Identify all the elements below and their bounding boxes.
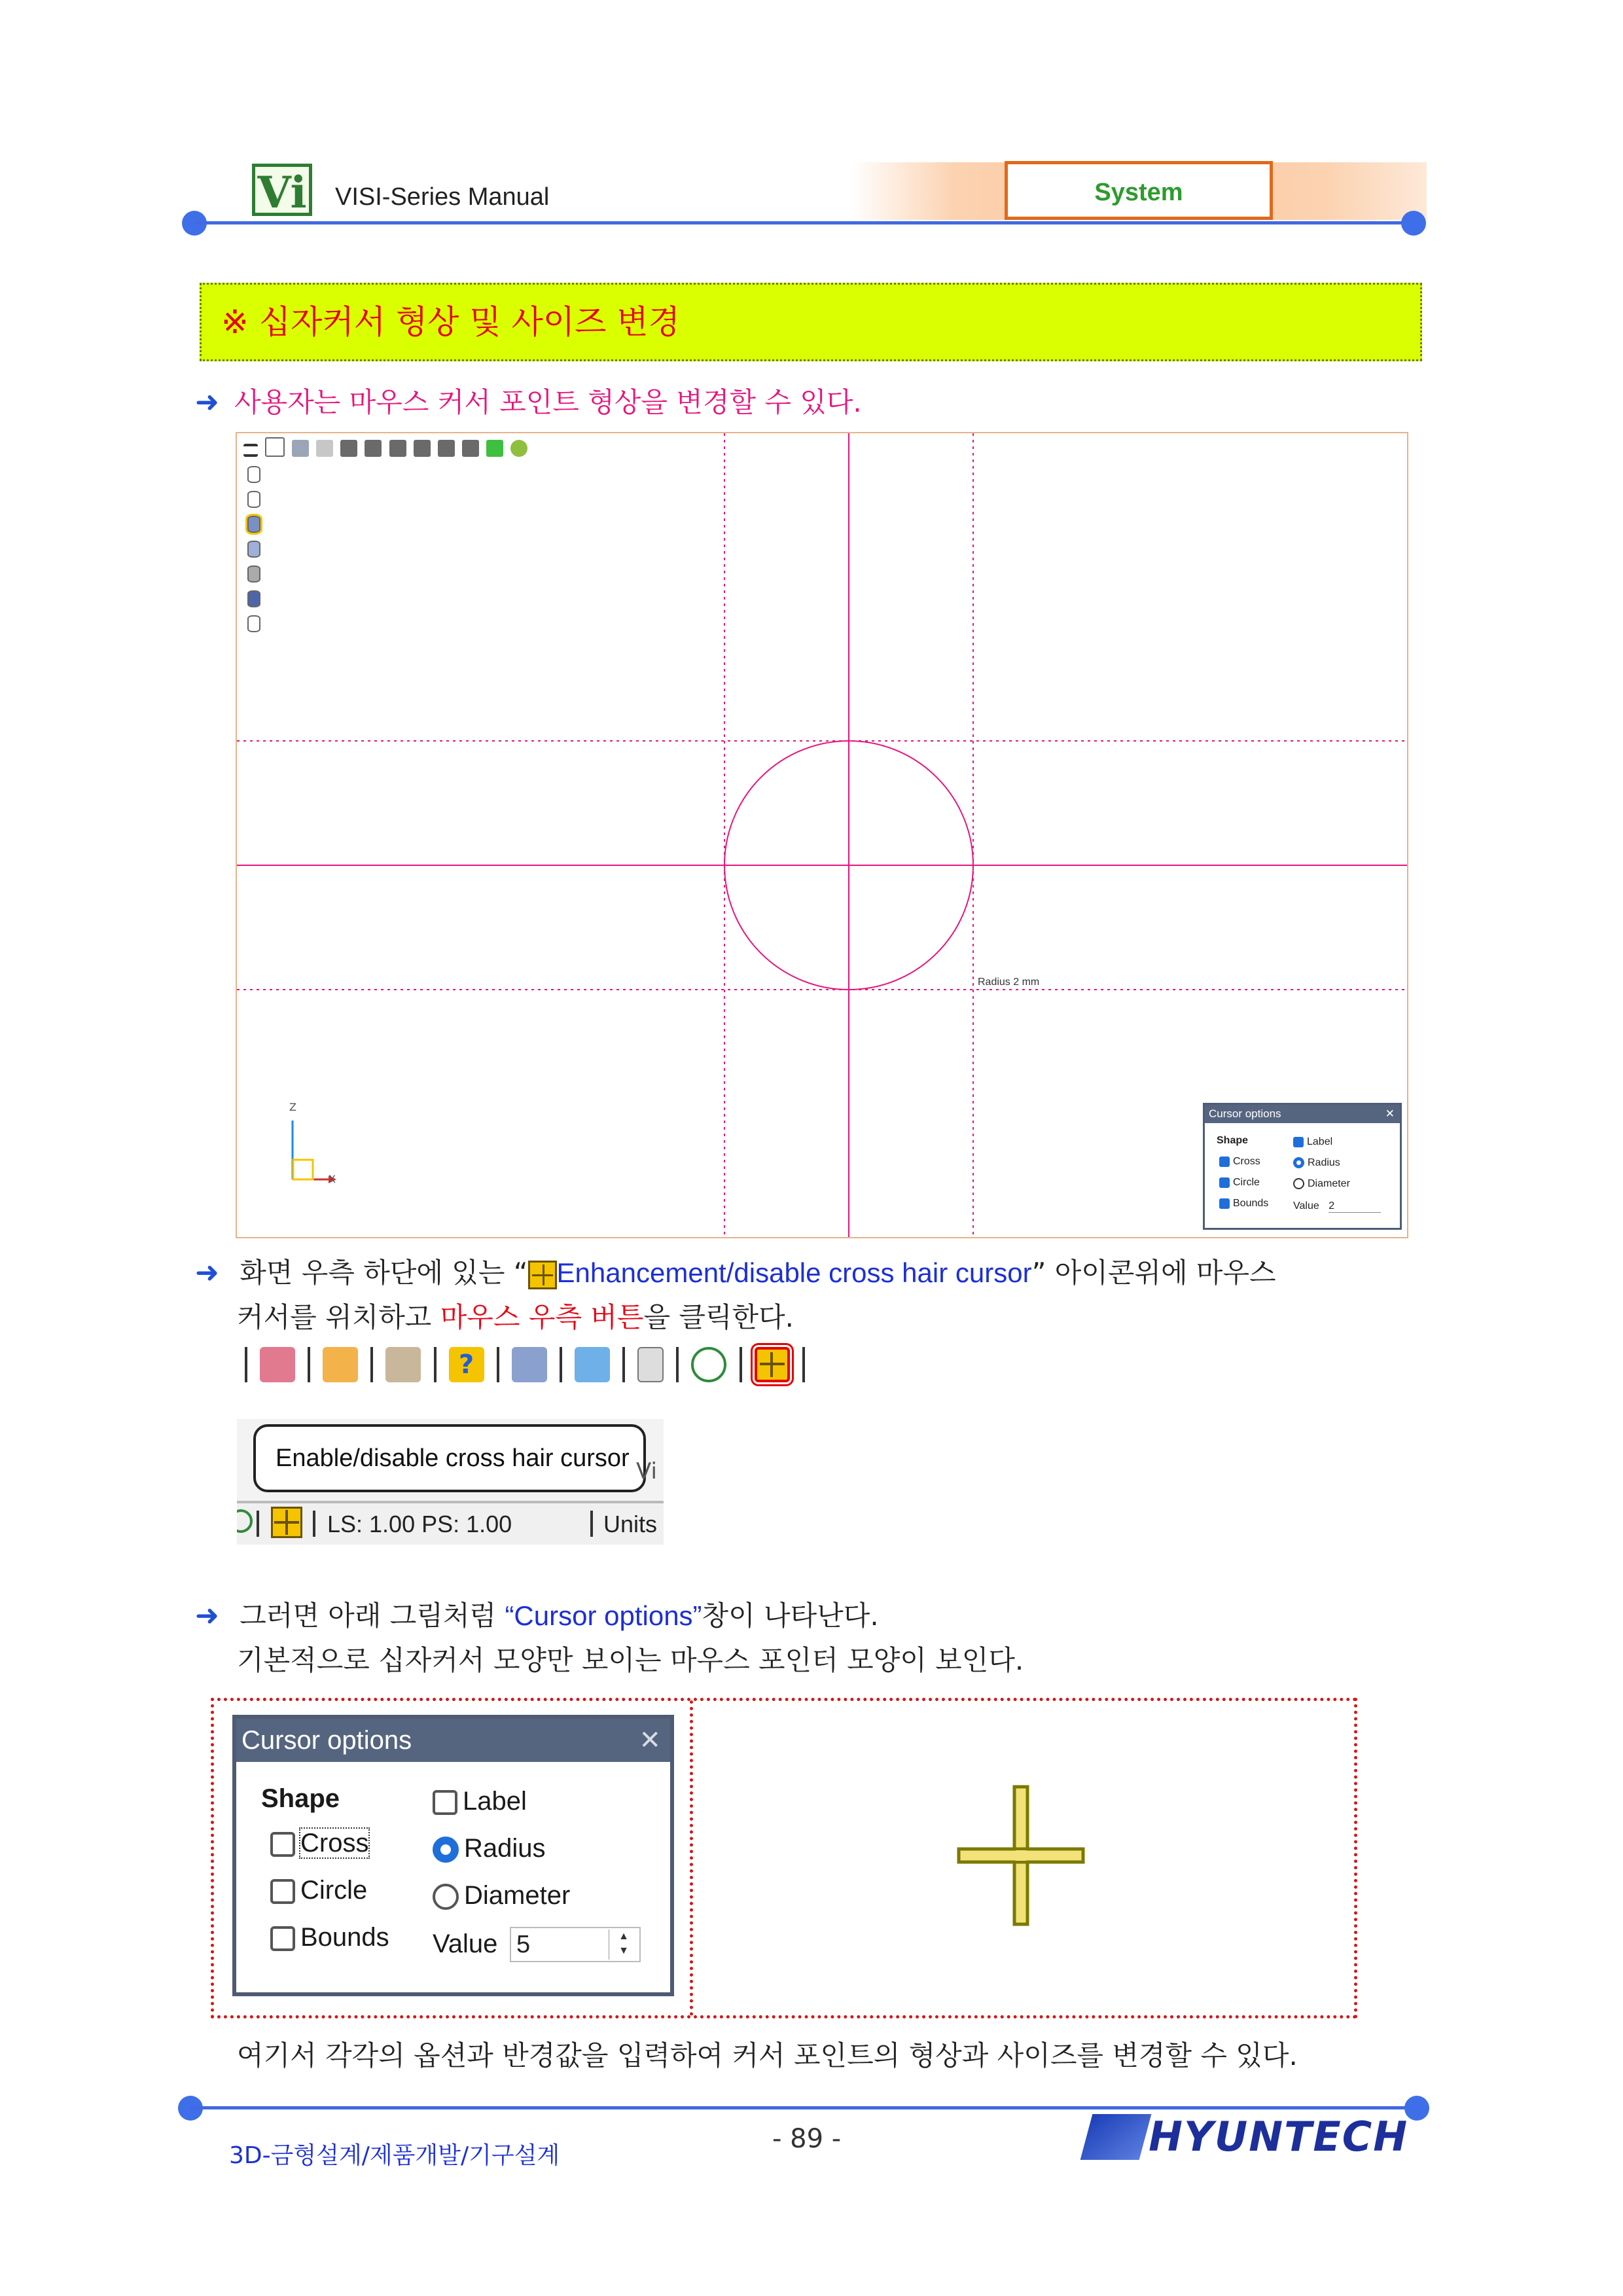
label-label: Label [463,1787,527,1816]
view-cube-3-icon[interactable] [389,440,406,457]
radius-label: Radius [464,1834,546,1863]
hyuntech-wordmark: HYUNTECH [1149,2113,1409,2161]
toolbar-separator [676,1347,679,1382]
fit-view-icon[interactable] [265,437,285,457]
circle-checkbox[interactable] [270,1879,295,1904]
dialog-close-icon[interactable]: ✕ [639,1726,661,1755]
footer-tagline: 3D-금형설계/제품개발/기구설계 [229,2142,560,2169]
shade-mode-5-icon[interactable] [247,565,260,583]
cross-label: Cross [300,1829,369,1857]
bounds-option[interactable] [270,1923,389,1952]
partial-label: Vi [636,1458,657,1484]
status-separator [257,1511,259,1537]
mini-diameter-label: Diameter [1308,1178,1350,1189]
toolbar-separator [308,1347,310,1382]
bounds-checkbox[interactable] [270,1926,295,1951]
refresh-icon[interactable] [691,1347,726,1382]
mini-radius-label: Radius [1308,1157,1340,1168]
axis-plane [293,1160,313,1179]
mini-close-icon[interactable]: ✕ [1385,1107,1395,1120]
mini-cross-option[interactable] [1219,1156,1260,1168]
footer-rule [190,2106,1420,2109]
crosshair-cursor-toggle-button[interactable] [755,1347,790,1382]
status-scale: LS: 1.00 PS: 1.00 [327,1511,512,1537]
mini-label-checkbox[interactable] [1293,1137,1304,1147]
crosshair-status-icon[interactable] [271,1507,302,1538]
diameter-option[interactable] [433,1881,570,1910]
status-toolbar [236,1347,814,1399]
mini-value-input[interactable]: 2 [1329,1200,1381,1213]
wizard-icon[interactable] [323,1347,358,1382]
status-bar [237,1504,664,1545]
system-tab[interactable]: System [1005,161,1273,220]
toolbar-separator [560,1347,562,1382]
axis-z-label: Z [289,1101,296,1113]
radius-label: Radius 2 mm [978,977,1040,988]
crosshair-toggle-icon [528,1261,557,1289]
section-title: ※ 십자커서 형상 및 사이즈 변경 [200,283,1422,361]
mini-label-option[interactable] [1293,1136,1332,1148]
value-input[interactable] [510,1927,641,1962]
mini-shape-label: Shape [1217,1135,1249,1146]
label-option[interactable] [433,1787,527,1816]
step2-pre: 화면 우측 하단에 있는 “ [240,1257,528,1289]
hyuntech-emblem-icon [1080,2114,1152,2160]
value-text: 5 [516,1931,531,1958]
mini-label-label: Label [1307,1136,1333,1147]
diameter-label: Diameter [464,1881,571,1910]
page-number: - 89 - [772,2124,842,2154]
mini-circle-label: Circle [1233,1177,1260,1188]
toolbar-separator [434,1347,437,1382]
rotate-icon[interactable] [316,440,333,457]
cube-icon[interactable] [575,1347,610,1382]
arrow-icon: ➜ [195,386,219,419]
header-rule [194,221,1424,224]
menu-icon[interactable] [243,444,258,457]
hyuntech-logo [1086,2113,1408,2161]
step3-link: “Cursor options” [505,1600,702,1631]
toolbar-separator [740,1347,742,1382]
home-icon[interactable] [385,1347,421,1382]
value-row [433,1929,497,1959]
cross-preview-center [1016,1850,1026,1861]
snap-icon[interactable] [512,1347,547,1382]
step2-link: Enhancement/disable cross hair cursor [556,1257,1032,1288]
shade-mode-3-icon[interactable] [247,516,260,533]
step2-line1 [195,1251,1276,1291]
mini-panel-titlebar [1205,1105,1400,1123]
mini-value-label: Value [1293,1200,1319,1211]
tooltip-screenshot [237,1419,664,1545]
mini-radius-radio[interactable] [1293,1157,1304,1168]
arrow-icon: ➜ [195,1256,219,1289]
view-cube-2-icon[interactable] [365,440,382,457]
vi-logo: Vi [252,164,312,216]
shade-mode-2-icon[interactable] [247,491,260,508]
diameter-radio[interactable] [433,1884,459,1910]
shade-mode-1-icon[interactable] [247,466,260,483]
zoom-icon[interactable] [292,440,309,457]
status-separator [590,1511,593,1537]
step2-line2-a: 커서를 위치하고 [237,1301,440,1333]
label-checkbox[interactable] [433,1790,457,1815]
layers-icon[interactable] [637,1347,664,1382]
cross-cursor-preview [952,1780,1096,1931]
circle-option[interactable] [270,1876,367,1905]
view-cube-iso-icon[interactable] [486,440,503,457]
mini-cursor-options-panel [1203,1103,1402,1230]
dialog-title: Cursor options [241,1726,412,1755]
mini-bounds-label: Bounds [1233,1198,1269,1209]
closing-text: 여기서 각각의 옵션과 반경값을 입력하여 커서 포인트의 형상과 사이즈를 변경할 수 있다. [237,2039,1298,2072]
mini-diameter-option[interactable] [1293,1178,1350,1190]
mini-value-row [1293,1200,1381,1213]
view-cube-6-icon[interactable] [462,440,479,457]
value-spinner[interactable]: ▲ ▼ [609,1929,638,1960]
mini-radius-option[interactable] [1293,1157,1340,1169]
step2-line2-red: 마우스 우측 버튼 [440,1301,644,1333]
cross-option[interactable] [270,1829,368,1858]
toolbar-separator [370,1347,373,1382]
shade-mode-6-icon[interactable] [247,590,260,607]
refresh-icon[interactable] [237,1509,253,1533]
intro-text: 사용자는 마우스 커서 포인트 형상을 변경할 수 있다. [234,386,862,418]
circle-label: Circle [300,1876,368,1905]
step3-post: 창이 나타난다. [702,1600,879,1632]
shape-label: Shape [261,1784,340,1813]
value-label: Value [433,1929,498,1958]
mini-cross-checkbox[interactable] [1219,1157,1230,1167]
step3-pre: 그러면 아래 그림처럼 [240,1600,505,1632]
view-cube-4-icon[interactable] [414,440,431,457]
axis-x-label: X [329,1173,336,1185]
radius-option[interactable] [433,1834,546,1863]
example-divider [690,1700,693,2016]
shade-mode-4-icon[interactable] [247,541,260,558]
header-rule-right-dot [1401,211,1426,236]
step3-line2: 기본적으로 십자커서 모양만 보이는 마우스 포인터 모양이 보인다. [237,1644,1024,1676]
view-cube-5-icon[interactable] [438,440,455,457]
shade-mode-7-icon[interactable] [247,615,260,632]
step2-line2 [237,1296,794,1335]
cursor-options-dialog [232,1715,674,1996]
mini-circle-checkbox[interactable] [1219,1177,1230,1188]
bounds-label: Bounds [300,1923,389,1952]
status-separator [313,1511,315,1537]
mini-bounds-checkbox[interactable] [1219,1198,1230,1209]
mini-circle-option[interactable] [1219,1177,1260,1189]
regen-icon[interactable] [260,1347,295,1382]
view-tree-icon[interactable] [510,440,527,457]
cross-checkbox[interactable] [270,1832,295,1857]
view-toolbar [243,437,531,459]
help-icon[interactable]: ? [449,1347,484,1382]
toolbar-separator [245,1347,247,1382]
step2-line2-b: 을 클릭한다. [643,1301,794,1333]
toolbar-separator [802,1347,805,1382]
tooltip: Enable/disable cross hair cursor [253,1424,646,1492]
step2-post: ” 아이콘위에 마우스 [1031,1257,1276,1289]
mini-diameter-radio[interactable] [1293,1178,1304,1189]
radius-radio[interactable] [433,1837,459,1863]
intro-line [195,381,862,420]
arrow-icon: ➜ [195,1599,219,1632]
tooltip-divider [237,1501,664,1503]
toolbar-separator [497,1347,499,1382]
status-units[interactable]: Units [603,1511,658,1537]
dialog-titlebar [236,1719,670,1762]
toolbar-separator [622,1347,625,1382]
mini-cross-label: Cross [1233,1156,1260,1167]
mini-panel-title: Cursor options [1209,1107,1281,1120]
mini-bounds-option[interactable] [1219,1198,1268,1210]
step3-line1 [195,1594,879,1634]
view-cube-1-icon[interactable] [340,440,357,457]
manual-title: VISI-Series Manual [335,183,550,211]
